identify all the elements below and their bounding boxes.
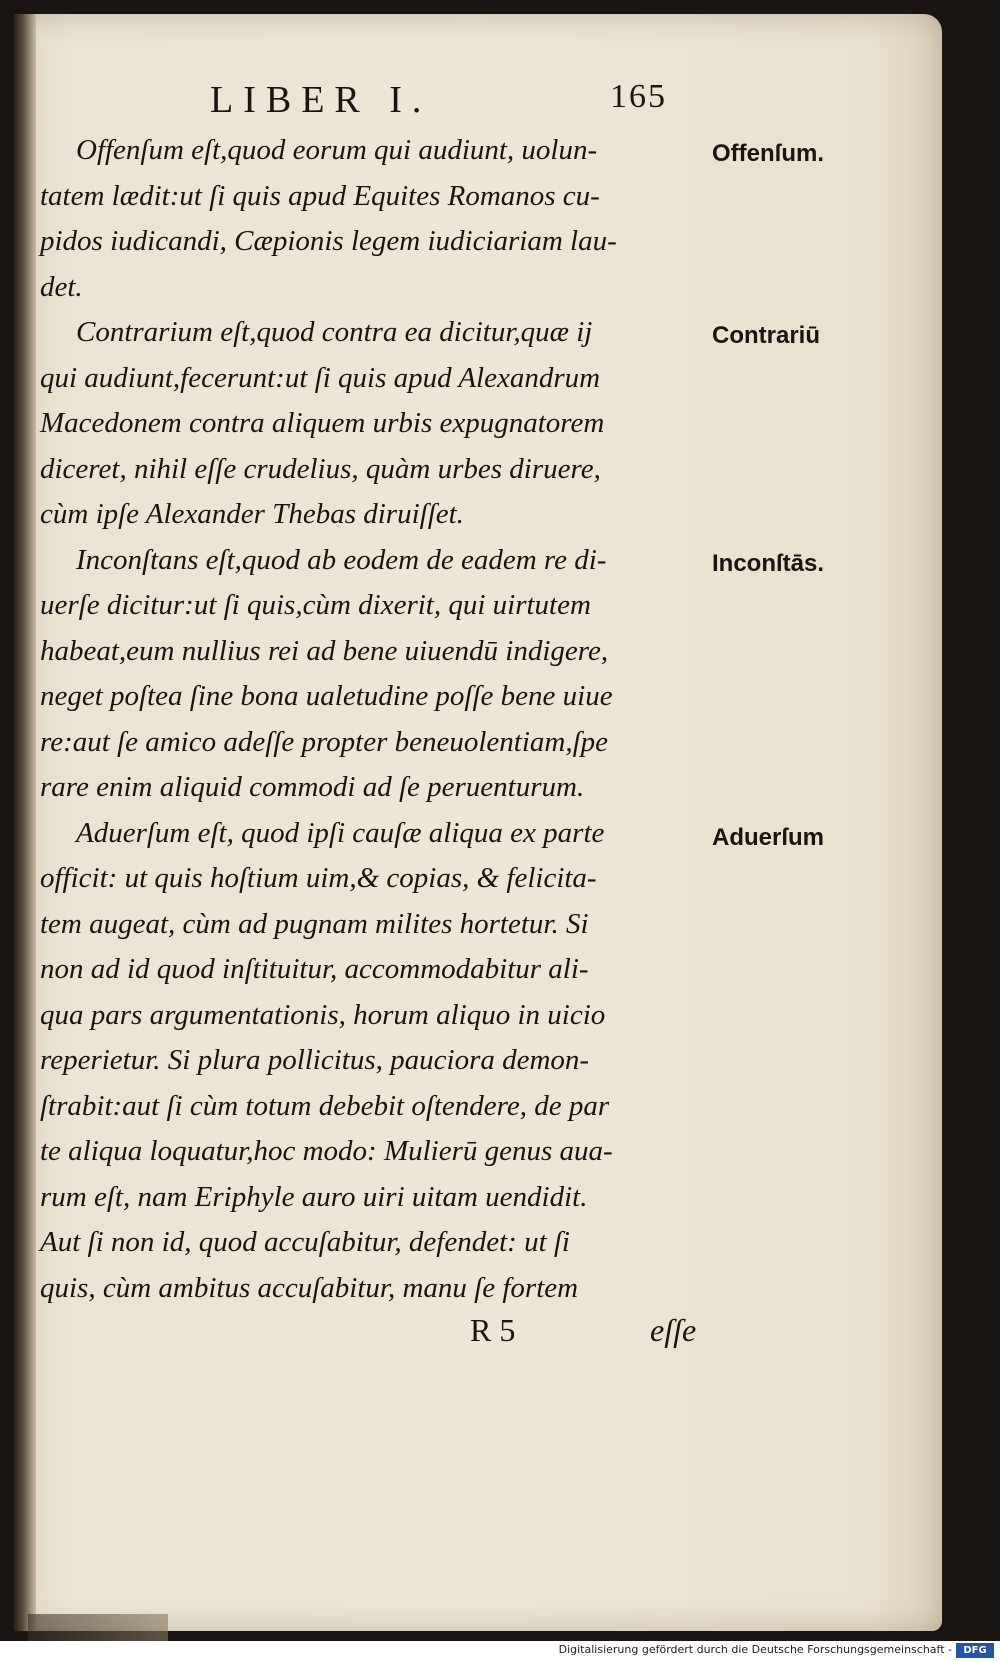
text-line: Offenſum eſt,quod eorum qui audiunt, uolun-: [76, 134, 598, 166]
text-line: Inconſtans eſt,quod ab eodem de eadem re di-: [76, 543, 607, 576]
page-number: 165: [610, 78, 667, 115]
dfg-logo: DFG: [956, 1643, 994, 1658]
text-line: te aliqua loquatur,hoc modo: Mulierū genus aua-: [40, 1135, 613, 1167]
marginal-note: Offenſum.: [712, 140, 824, 167]
text-line: tem augeat, cùm ad pugnam milites hortetur. Si: [40, 907, 589, 940]
page-damage-edge: [28, 1614, 168, 1644]
text-line: rare enim aliquid commodi ad ſe peruenturum.: [40, 771, 585, 803]
text-line: re:aut ſe amico adeſſe propter beneuolentiam,ſpe: [40, 725, 609, 758]
marginal-note: Inconſtās.: [712, 550, 825, 577]
signature-mark: R 5: [470, 1312, 516, 1348]
text-line: neget poſtea ſine bona ualetudine poſſe bene uiue: [40, 680, 613, 712]
text-line: tatem lædit:ut ſi quis apud Equites Romanos cu-: [40, 179, 600, 212]
body-text: [40, 128, 700, 1311]
text-line: uerſe dicitur:ut ſi quis,cùm dixerit, qui uirtutem: [40, 589, 591, 621]
text-line: qua pars argumentationis, horum aliquo in uicio: [40, 998, 606, 1031]
running-head: [210, 78, 710, 122]
marginal-note: Aduerſum: [712, 824, 825, 851]
text-line: quis, cùm ambitus accuſabitur, manu ſe fortem: [40, 1271, 579, 1304]
footer-bar: [0, 1641, 1000, 1661]
funding-notice: Digitalisierung gefördert durch die Deutsche Forschungsgemeinschaft -: [558, 1643, 952, 1656]
page-binding-shadow: [14, 14, 36, 1631]
text-line: officit: ut quis hoſtium uim,& copias, & felicita-: [40, 862, 597, 894]
text-line: ſtrabit:aut ſi cùm totum debebit oſtendere, de par: [40, 1089, 610, 1122]
catchword: eſſe: [650, 1312, 697, 1348]
text-line: reperietur. Si plura pollicitus, pauciora demon-: [40, 1044, 590, 1076]
text-line: cùm ipſe Alexander Thebas diruiſſet.: [40, 498, 464, 530]
text-line: rum eſt, nam Eriphyle auro uiri uitam uendidit.: [40, 1180, 588, 1213]
text-line: Aut ſi non id, quod accuſabitur, defendet: ut ſi: [40, 1226, 570, 1258]
running-head-title: LIBER I.: [210, 79, 432, 121]
marginal-note: Contrariū: [712, 322, 820, 349]
text-line: qui audiunt,fecerunt:ut ſi quis apud Alexandrum: [40, 361, 601, 394]
text-line: habeat,eum nullius rei ad bene uiuendū indigere,: [40, 634, 609, 667]
text-line: Aduerſum eſt, quod ipſi cauſæ aliqua ex parte: [76, 816, 605, 849]
text-line: Contrarium eſt,quod contra ea dicitur,quæ ij: [76, 316, 593, 348]
text-line: non ad id quod inſtituitur, accommodabitur ali-: [40, 953, 589, 985]
text-line: Macedonem contra aliquem urbis expugnatorem: [40, 407, 605, 439]
text-line: diceret, nihil eſſe crudelius, quàm urbes diruere,: [40, 452, 601, 485]
text-line: pidos iudicandi, Cæpionis legem iudiciariam lau-: [40, 225, 617, 257]
text-line: det.: [40, 270, 83, 303]
